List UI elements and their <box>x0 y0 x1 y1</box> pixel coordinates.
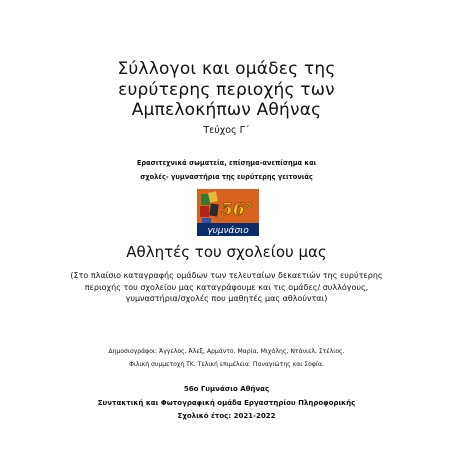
subtitle-line-1: Ερασιτεχνικά σωματεία, επίσημα-ανεπίσημα και <box>136 159 317 167</box>
title-line-1: Σύλλογοι και ομάδες της <box>117 59 336 80</box>
document-subtitle <box>0 156 453 184</box>
section-heading: Αθλητές του σχολείου μας <box>126 243 327 261</box>
footer-year: Σχολικό έτος: 2021-2022 <box>177 412 276 420</box>
credits-editing: Φιλική συμμετοχή ΤΚ. Τελική επιμέλεια. Παναγιώτης και Σοφία. <box>129 361 324 368</box>
footer-team: Συντακτική και Φωτογραφική ομάδα Εργαστηρίου Πληροφορικής <box>97 398 356 407</box>
logo-number: 56° <box>221 200 254 220</box>
subtitle-line-2: σχολές- γυμναστήρια της ευρύτερης γειτονιάς <box>140 173 313 181</box>
credits-journalists: Δημοσιογράφοι: Άγγελος, Άλεξ, Αρμάντο, Μαρία, Μιχάλης, Ντάνιελ, Στέλιος. <box>108 348 345 355</box>
document-title <box>0 59 453 121</box>
footer-school: 56ο Γυμνάσιο Αθήνας <box>183 385 270 393</box>
credits <box>30 345 423 371</box>
logo-tile-dark <box>209 204 219 217</box>
footer <box>0 383 453 424</box>
logo-text: γυμνάσιο <box>207 226 249 236</box>
title-line-2: ευρύτερης περιοχής των <box>118 79 335 100</box>
logo-tile-red <box>200 206 209 217</box>
title-line-3: Αμπελοκήπων Αθήνας <box>131 100 322 121</box>
issue-number: Τεύχος Γ΄ <box>203 125 250 136</box>
intro-paragraph: (Στο πλαίσιο καταγραφής ομάδων των τελευταίων δεκαετιών της ευρύτερης περιοχής του σχολείου μας καταγράφουμε και τις ομάδες/ συλλόγους, γυμναστήρια/σχολές που μαθητές μας αθλούνται) <box>70 271 383 304</box>
school-logo <box>197 189 259 236</box>
